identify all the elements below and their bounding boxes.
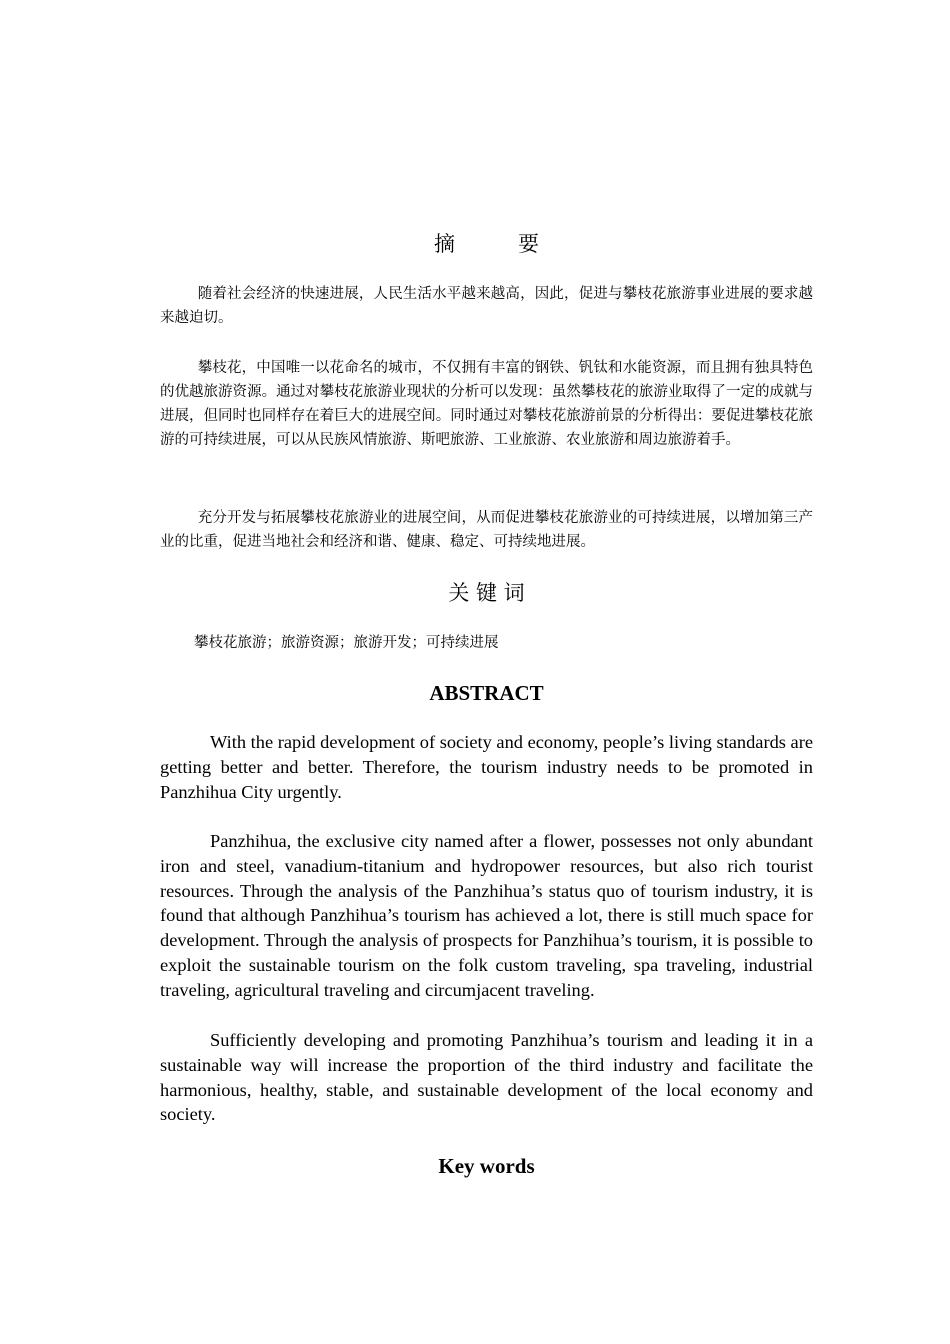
cn-abstract-paragraph-1: 随着社会经济的快速进展，人民生活水平越来越高，因此，促进与攀枝花旅游事业进展的要求越来越迫切。 (160, 286, 813, 326)
cn-abstract-paragraph-3: 充分开发与拓展攀枝花旅游业的进展空间，从而促进攀枝花旅游业的可持续进展，以增加第三产业的比重，促进当地社会和经济和谐、健康、稳定、可持续地进展。 (160, 510, 813, 550)
cn-abstract-title: 摘 要 (434, 232, 539, 256)
cn-abstract-paragraph-2: 攀枝花，中国唯一以花命名的城市，不仅拥有丰富的钢铁、钒钛和水能资源，而且拥有独具特色的优越旅游资源。通过对攀枝花旅游业现状的分析可以发现：虽然攀枝花的旅游业取得了一定的成就与进展，但同时也同样存在着巨大的进展空间。同时通过对攀枝花旅游前景的分析得出：要促进攀枝花旅游的可持续进展，可以从民族风情旅游、斯吧旅游、工业旅游、农业旅游和周边旅游着手。 (160, 360, 813, 448)
en-keywords-title: Key words (438, 1154, 535, 1178)
en-abstract-paragraph-3: Sufficiently developing and promoting Panzhihua’s tourism and leading it in a sustainable way will increase the proportion of the third industry and facilitate the harmonious, healthy, stable, and sustainable development of the local economy and society. (160, 1030, 813, 1125)
cn-keywords-title: 关 键 词 (448, 581, 525, 605)
en-abstract-paragraph-2: Panzhihua, the exclusive city named after a flower, possesses not only abundant iron and steel, vanadium-titanium and hydropower resources, but also rich tourist resources. Through the analysis of the Panzhihua’s status quo of tourism industry, it is found that although Panzhihua’s tourism has achieved a lot, there is still much space for development. Through the analysis of prospects for Panzhihua’s tourism, it is possible to exploit the sustainable tourism on the folk custom traveling, spa traveling, industrial traveling, agricultural traveling and circumjacent traveling. (160, 831, 813, 1000)
cn-keywords-text: 攀枝花旅游；旅游资源；旅游开发；可持续进展 (194, 635, 499, 651)
en-abstract-title: ABSTRACT (429, 681, 544, 705)
en-abstract-paragraph-1: With the rapid development of society and economy, people’s living standards are getting better and better. Therefore, the tourism industry needs to be promoted in Panzhihua City urgently. (160, 732, 813, 802)
